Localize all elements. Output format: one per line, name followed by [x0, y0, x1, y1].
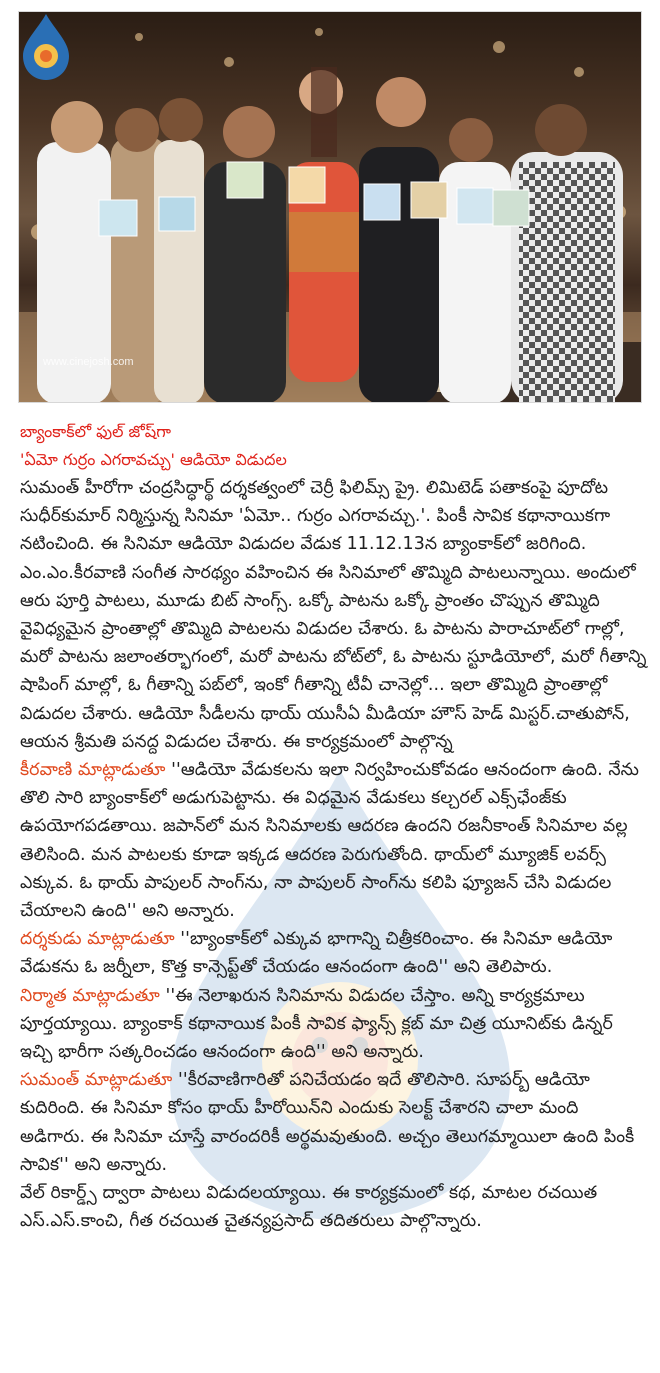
- quote-keeravani: [20, 756, 648, 925]
- intro-paragraph: సుమంత్ హీరోగా చంద్రసిద్ధార్థ్ దర్శకత్వంలో చెర్రీ ఫిలిమ్స్ ప్రై. లిమిటెడ్ పతాకంపై పూదోట సుధీర్‌కుమార్ నిర్మిస్తున్న సినిమా 'ఏమో.. గుర్రం ఎగరావచ్చు.'. పింకీ సావిక కథానాయికగా నటించింది. ఈ సినిమా ఆడియో విడుదల వేడుక 11.12.13న బ్యాంకాక్‌లో జరిగింది. ఎం.ఎం.కీరవాణి సంగీత సారథ్యం వహించిన ఈ సినిమాలో తొమ్మిది పాటలున్నాయి. అందులో ఆరు పూర్తి పాటలు, మూడు బిట్ సాంగ్స్. ఒక్కో పాటను ఒక్కో ప్రాంతం చొప్పున తొమ్మిది వైవిధ్యమైన ప్రాంతాల్లో తొమ్మిది పాటలను విడుదల చేశారు. ఓ పాటను పారాచూట్‌లో గాల్లో, మరో పాటను జలాంతర్భాగంలో, మరో పాటను బోట్‌లో, ఓ పాటను స్టూడియోలో, మరో గీతాన్ని షాపింగ్ మాల్లో, ఓ గీతాన్ని పబ్‌లో, ఇంకో గీతాన్ని టీవీ చానెల్లో... ఇలా తొమ్మిది ప్రాంతాల్లో విడుదల చేశారు. ఆడియో సీడీలను థాయ్ యుసీఏ మీడియా హౌస్ హెడ్ మిస్టర్.చాతుపోన్, ఆయన శ్రీమతి పనద్ద విడుదల చేశారు. ఈ కార్యక్రమంలో పాల్గొన్న: [20, 478, 647, 752]
- quote-director: [20, 925, 648, 981]
- article-body: [20, 418, 648, 1235]
- speaker-label: దర్శకుడు మాట్లాడుతూ: [20, 929, 175, 950]
- quote-text: ''ఈ నెలాఖరున సినిమాను విడుదల చేస్తాం. అన్ని కార్యక్రమాలు పూర్తయ్యాయి. బ్యాంకాక్ కథానాయిక పింకీ సావిక ఫ్యాన్స్ క్లబ్ మా చిత్ర యూనిట్‌కు డిన్నర్ ఇచ్చి భారీగా సత్కరించడం ఆనందంగా ఉంది'' అని అన్నారు.: [20, 985, 613, 1063]
- speaker-label: కీరవాణి మాట్లాడుతూ: [20, 760, 166, 781]
- photo-illustration: [19, 12, 642, 403]
- photo-watermark-url: www.cinejosh.com: [43, 356, 134, 368]
- speaker-label: సుమంత్ మాట్లాడుతూ: [20, 1070, 173, 1091]
- quote-producer: [20, 982, 648, 1067]
- cinejosh-logo-icon: [19, 12, 73, 82]
- quote-text: ''ఆడియో వేడుకలను ఇలా నిర్వహించుకోవడం ఆనందంగా ఉంది. నేను తొలి సారి బ్యాంకాక్‌లో అడుగుపెట్టాను. ఈ విధమైన వేడుకలు కల్చరల్ ఎక్స్‌ఛేంజ్‌కు ఉపయోగపడతాయి. జపాన్‌లో మన సినిమాలకు ఆదరణ ఉందని రజనీకాంత్ సినిమాల వల్ల తెలిసింది. మన పాటలకు కూడా ఇక్కడ ఆదరణ పెరుగుతోంది. థాయ్‌లో మ్యూజిక్ లవర్స్ ఎక్కువ. ఓ థాయ్ పాపులర్ సాంగ్‌ను, నా పాపులర్ సాంగ్‌ను కలిపి ఫ్యూజన్ చేసి విడుదల చేయాలని ఉంది'' అని అన్నారు.: [20, 760, 640, 922]
- quote-text: ''కీరవాణిగారితో పనిచేయడం ఇదే తొలిసారి. సూపర్బ్ ఆడియో కుదిరింది. ఈ సినిమా కోసం థాయ్ హీరోయిన్‌ని ఎందుకు సెలక్ట్ చేశారని చాలా మంది అడిగారు. ఈ సినిమా చూస్తే వారందరికీ అర్థమవుతుంది. అచ్చం తెలుగమ్మాయిలా ఉంది పింకీ సావిక'' అని అన్నారు.: [20, 1070, 635, 1175]
- article-headline-2: 'ఏమో గుర్రం ఎగరావచ్చు' ఆడియో విడుదల: [20, 450, 287, 469]
- article-headline-1: బ్యాంకాక్‌లో ఫుల్ జోష్‌గా: [20, 422, 171, 441]
- speaker-label: నిర్మాత మాట్లాడుతూ: [20, 985, 160, 1006]
- audio-launch-photo: [18, 11, 642, 403]
- quote-sumanth: [20, 1066, 648, 1179]
- quote-text: ''బ్యాంకాక్‌లో ఎక్కువ భాగాన్ని చిత్రీకరించాం. ఈ సినిమా ఆడియో వేడుకను ఓ జర్నీలా, కొత్త కాన్సెప్ట్‌తో చేయడం ఆనందంగా ఉంది'' అని తెలిపారు.: [20, 929, 613, 978]
- closing-paragraph: వేల్ రికార్డ్స్ ద్వారా పాటలు విడుదలయ్యాయి. ఈ కార్యక్రమంలో కథ, మాటల రచయిత ఎస్.ఎస్.కాంచి, గీత రచయిత చైతన్యప్రసాద్ తదితరులు పాల్గొన్నారు.: [20, 1183, 598, 1232]
